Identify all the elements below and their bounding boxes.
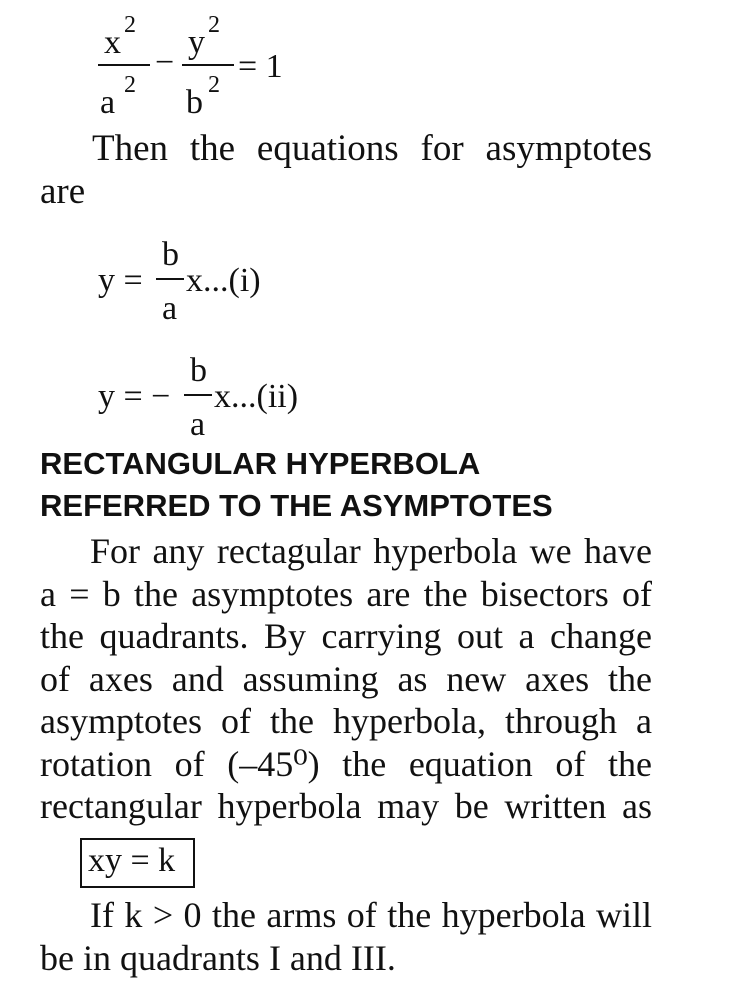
x-fraction-bar xyxy=(98,64,150,66)
section-heading-line2: REFERRED TO THE ASYMPTOTES xyxy=(40,488,553,523)
intro-line-continuation: are xyxy=(40,171,86,212)
conclusion-line: If k > 0 the arms of the hyperbola will xyxy=(90,895,652,935)
conclusion xyxy=(40,894,652,979)
x-exponent: 2 xyxy=(124,12,136,38)
x-numerator: x xyxy=(104,24,121,61)
y-fraction-bar xyxy=(182,64,234,66)
paragraph-line: rotation of (–45⁰) the equation of the xyxy=(40,743,652,784)
asymptote1-numerator: b xyxy=(162,236,179,273)
paragraph-line: a = b the asymptotes are the bisectors of xyxy=(40,573,652,614)
asymptote2-numerator: b xyxy=(190,352,207,389)
intro-line: Then the equations for asymptotes xyxy=(92,128,652,169)
equation-rhs: = 1 xyxy=(238,48,283,85)
section-heading-line1: RECTANGULAR HYPERBOLA xyxy=(40,446,481,481)
minus-sign: − xyxy=(155,44,175,81)
y-exponent: 2 xyxy=(208,12,220,38)
asymptote2-fraction-bar xyxy=(184,394,212,396)
asymptote1-lhs: y = xyxy=(98,262,143,299)
paragraph-line: For any rectagular hyperbola we have xyxy=(90,531,652,571)
x-denominator: a xyxy=(100,84,116,121)
y-numerator: y xyxy=(188,24,205,61)
asymptote2-denominator: a xyxy=(190,406,206,443)
asymptote1-denominator: a xyxy=(162,290,178,327)
asymptote2-lhs: y = − xyxy=(98,378,171,415)
paragraph-line: asymptotes of the hyperbola, through a xyxy=(40,701,652,741)
paragraph-line: the quadrants. By carrying out a change xyxy=(40,616,652,656)
x-den-exponent: 2 xyxy=(124,72,136,98)
asymptote2-rhs: x...(ii) xyxy=(214,378,299,415)
asymptote1-fraction-bar xyxy=(156,278,184,280)
y-denominator: b xyxy=(186,84,203,121)
conclusion-line: be in quadrants I and III. xyxy=(40,937,396,978)
y-den-exponent: 2 xyxy=(208,72,220,98)
paragraph-line: of axes and assuming as new axes the xyxy=(40,658,652,699)
paragraph-line: rectangular hyperbola may be written as xyxy=(40,786,652,826)
asymptote1-rhs: x...(i) xyxy=(186,262,261,299)
paragraph xyxy=(40,530,652,828)
boxed-equation: xy = k xyxy=(88,842,176,879)
